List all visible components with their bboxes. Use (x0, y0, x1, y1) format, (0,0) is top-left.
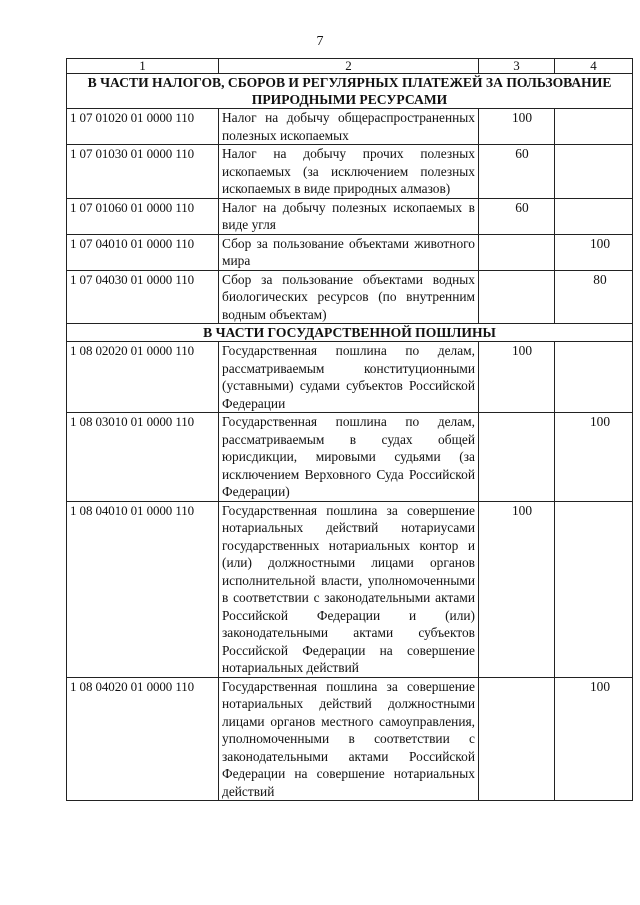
income-code: 1 07 01060 01 0000 110 (67, 198, 219, 234)
table-row (67, 501, 633, 677)
column-header-4: 4 (555, 59, 633, 74)
share-col3 (479, 677, 555, 801)
share-col4 (555, 198, 633, 234)
share-col4: 100 (555, 234, 633, 270)
share-col3 (479, 270, 555, 324)
share-col3: 100 (479, 342, 555, 413)
income-name: Сбор за пользование объектами водных биологических ресурсов (по внутренним водным объектам) (219, 270, 479, 324)
income-code: 1 07 01030 01 0000 110 (67, 145, 219, 199)
income-code: 1 07 04010 01 0000 110 (67, 234, 219, 270)
share-col3: 60 (479, 145, 555, 199)
share-col3: 100 (479, 109, 555, 145)
budget-classification-table (66, 58, 633, 801)
income-name: Налог на добычу общераспространенных полезных ископаемых (219, 109, 479, 145)
table-row (67, 677, 633, 801)
income-code: 1 07 01020 01 0000 110 (67, 109, 219, 145)
income-code: 1 08 02020 01 0000 110 (67, 342, 219, 413)
column-number-row (67, 59, 633, 74)
income-name: Государственная пошлина по делам, рассматриваемым конституционными (уставными) судами субъектов Российской Федерации (219, 342, 479, 413)
column-header-1: 1 (67, 59, 219, 74)
section-heading-row (67, 324, 633, 342)
page-number: 7 (316, 34, 324, 49)
column-header-3: 3 (479, 59, 555, 74)
share-col4 (555, 109, 633, 145)
table-row (67, 145, 633, 199)
share-col4: 100 (555, 413, 633, 502)
table-row (67, 413, 633, 502)
income-code: 1 07 04030 01 0000 110 (67, 270, 219, 324)
income-name: Государственная пошлина по делам, рассматриваемым в судах общей юрисдикции, мировыми судьями (за исключением Верховного Суда Российской Федерации) (219, 413, 479, 502)
income-name: Государственная пошлина за совершение нотариальных действий должностными лицами органов местного самоуправления, уполномоченными в соответствии с законодательными актами Российской Федерации на совершение нотариальных действий (219, 677, 479, 801)
table-row (67, 234, 633, 270)
income-name: Сбор за пользование объектами животного мира (219, 234, 479, 270)
table-row (67, 270, 633, 324)
income-code: 1 08 03010 01 0000 110 (67, 413, 219, 502)
income-name: Налог на добычу полезных ископаемых в виде угля (219, 198, 479, 234)
income-name: Налог на добычу прочих полезных ископаемых (за исключением полезных ископаемых в виде природных алмазов) (219, 145, 479, 199)
income-code: 1 08 04010 01 0000 110 (67, 501, 219, 677)
share-col4 (555, 342, 633, 413)
share-col4: 80 (555, 270, 633, 324)
section-heading-row (67, 74, 633, 109)
share-col4 (555, 501, 633, 677)
share-col3 (479, 234, 555, 270)
income-name: Государственная пошлина за совершение нотариальных действий нотариусами государственных нотариальных контор и (или) должностными лицами органов исполнительной власти, уполномоченными в соответствии с законодательными актами Российской Федерации и (или) законодательными актами субъектов Российской Федерации на совершение нотариальных действий (219, 501, 479, 677)
section-heading: В ЧАСТИ НАЛОГОВ, СБОРОВ И РЕГУЛЯРНЫХ ПЛАТЕЖЕЙ ЗА ПОЛЬЗОВАНИЕ ПРИРОДНЫМИ РЕСУРСАМИ (67, 74, 633, 109)
share-col3: 100 (479, 501, 555, 677)
table-row (67, 342, 633, 413)
table-row (67, 109, 633, 145)
table-row (67, 198, 633, 234)
share-col3 (479, 413, 555, 502)
share-col4: 100 (555, 677, 633, 801)
column-header-2: 2 (219, 59, 479, 74)
income-code: 1 08 04020 01 0000 110 (67, 677, 219, 801)
share-col4 (555, 145, 633, 199)
section-heading: В ЧАСТИ ГОСУДАРСТВЕННОЙ ПОШЛИНЫ (67, 324, 633, 342)
share-col3: 60 (479, 198, 555, 234)
